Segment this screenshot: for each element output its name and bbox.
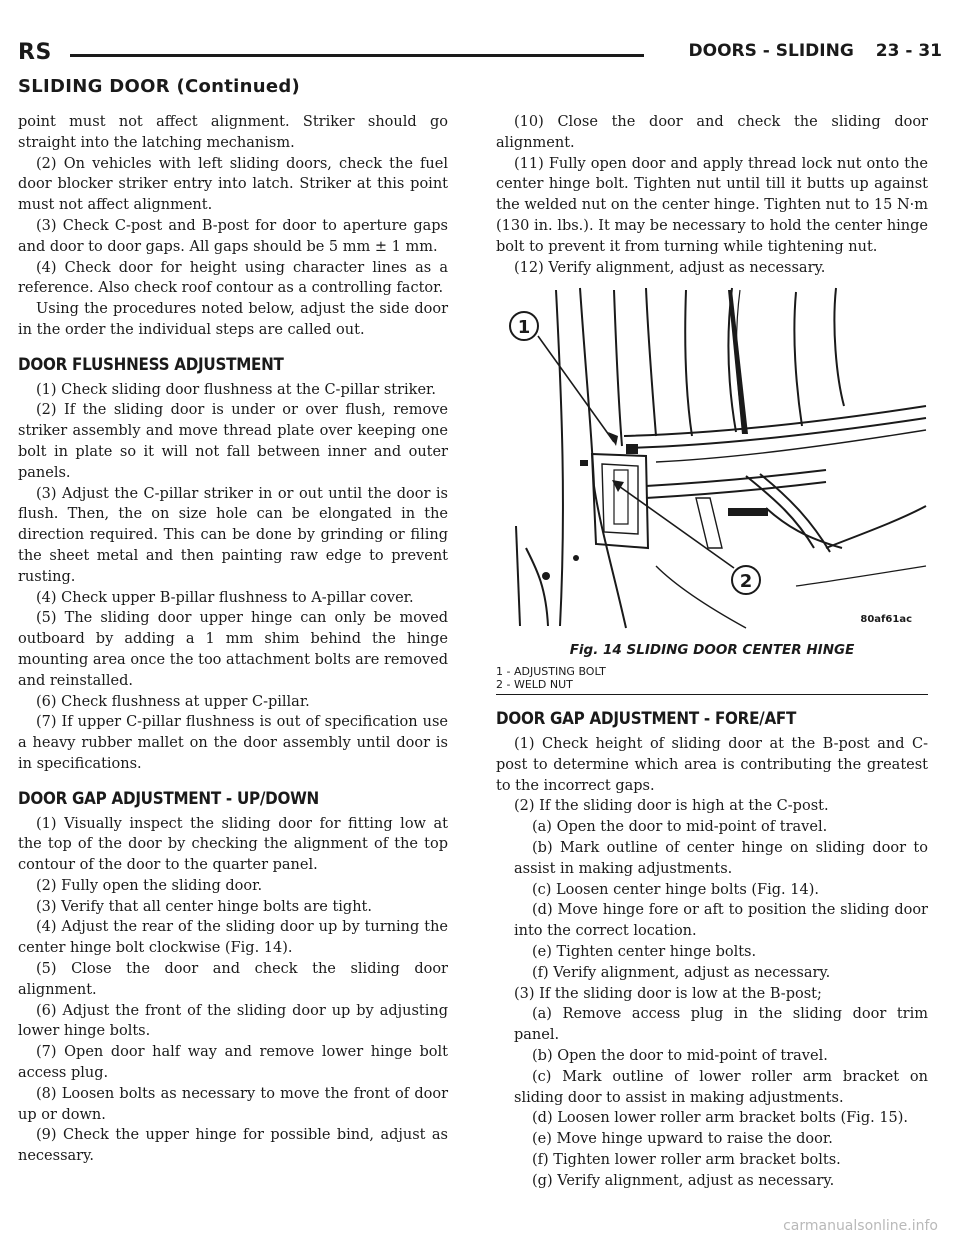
foreaft-steps: [496, 734, 928, 1192]
procedure-step: (10) Close the door and check the sliding door alignment.: [496, 114, 928, 151]
legend-item: 2 - WELD NUT: [496, 678, 573, 692]
procedure-step: (e) Move hinge upward to raise the door.: [532, 1131, 833, 1148]
page-number: 23 - 31: [875, 41, 942, 61]
procedure-step: (c) Loosen center hinge bolts (Fig. 14).: [532, 881, 819, 898]
section-title: DOORS - SLIDING: [688, 41, 854, 61]
figure-caption: Fig. 14 SLIDING DOOR CENTER HINGE: [569, 642, 855, 659]
procedure-step: (a) Open the door to mid-point of travel.: [532, 819, 828, 836]
intro-paragraph: (3) Check C-post and B-post for door to aperture gaps and door to door gaps. All gaps should be 5 mm ± 1 mm.: [18, 217, 448, 255]
procedure-step: (2) If the sliding door is high at the C-post.: [514, 798, 829, 815]
procedure-step: (d) Loosen lower roller arm bracket bolts (Fig. 15).: [532, 1110, 909, 1127]
procedure-step: (1) Check sliding door flushness at the C-pillar striker.: [36, 381, 436, 398]
procedure-step: (5) The sliding door upper hinge can only be moved outboard by adding a 1 mm shim behind the hinge mounting area once the too attachment bolts are removed and reinstalled.: [18, 610, 448, 689]
procedure-step: (b) Open the door to mid-point of travel.: [532, 1047, 828, 1064]
procedure-step: (9) Check the upper hinge for possible bind, adjust as necessary.: [18, 1127, 448, 1165]
procedure-step: (6) Adjust the front of the sliding door up by adjusting lower hinge bolts.: [18, 1002, 448, 1040]
figure-code: 80af61ac: [860, 614, 912, 626]
callout-1-label: 1: [517, 317, 531, 339]
procedure-step: (4) Adjust the rear of the sliding door up by turning the center hinge bolt clockwise (Fig. 14).: [18, 919, 448, 957]
procedure-step: (g) Verify alignment, adjust as necessary.: [532, 1172, 835, 1189]
procedure-step: (7) If upper C-pillar flushness is out of specification use a heavy rubber mallet on the door assembly until door is in specifications.: [18, 714, 448, 772]
watermark: carmanualsonline.info: [783, 1218, 938, 1234]
callout-2: [732, 566, 760, 594]
procedure-step: (6) Check flushness at upper C-pillar.: [36, 693, 310, 710]
procedure-step: (c) Mark outline of lower roller arm bracket on sliding door to assist in making adjustments.: [514, 1068, 928, 1106]
procedure-step: (f) Tighten lower roller arm bracket bolts.: [532, 1151, 841, 1168]
intro-paragraph: point must not affect alignment. Striker should go straight into the latching mechanism.: [18, 114, 448, 151]
section-heading-updown: DOOR GAP ADJUSTMENT - UP/DOWN: [18, 788, 319, 808]
page-header: [18, 40, 942, 70]
procedure-step: (4) Check upper B-pillar flushness to A-pillar cover.: [36, 589, 414, 606]
procedure-step: (3) If the sliding door is low at the B-post;: [514, 985, 822, 1002]
procedure-step: (2) Fully open the sliding door.: [36, 877, 263, 894]
procedure-step: (b) Mark outline of center hinge on sliding door to assist in making adjustments.: [514, 839, 928, 877]
sliding-door-center-hinge-illustration: [496, 286, 928, 638]
intro-paragraph: (2) On vehicles with left sliding doors, check the fuel door blocker striker entry into latch. Striker at this point must not affect alignment.: [18, 155, 448, 214]
procedure-step: (f) Verify alignment, adjust as necessary.: [532, 964, 831, 981]
callout-1: [510, 312, 538, 340]
continued-title: SLIDING DOOR (Continued): [18, 76, 301, 97]
procedure-step: (12) Verify alignment, adjust as necessary.: [514, 259, 826, 276]
left-column: [18, 112, 448, 1167]
legend-item: 1 - ADJUSTING BOLT: [496, 665, 606, 679]
procedure-step: (2) If the sliding door is under or over flush, remove striker assembly and move thread plate over keeping one bolt in plate so it will not fall between inner and outer panels.: [18, 402, 448, 481]
procedure-step: (d) Move hinge fore or aft to position the sliding door into the correct location.: [514, 902, 928, 940]
right-column: [496, 112, 928, 1192]
header-rule: [70, 54, 644, 57]
procedure-step: (5) Close the door and check the sliding door alignment.: [18, 961, 448, 998]
section-title-block: [689, 41, 942, 61]
procedure-step: (11) Fully open door and apply thread lock nut onto the center hinge bolt. Tighten nut until till it butts up against the welded nut on the center hinge. Tighten nut to 15 N·m (130 in. lbs.). It may be necessary to hold the center hinge bolt to prevent it from turning while tightening nut.: [496, 155, 928, 255]
procedure-step: (e) Tighten center hinge bolts.: [532, 943, 757, 960]
procedure-step: (a) Remove access plug in the sliding door trim panel.: [514, 1006, 928, 1044]
procedure-step: (3) Adjust the C-pillar striker in or out until the door is flush. Then, the on size hole can be elongated in the direction required. This can be done by grinding or filing the sheet metal and then painting raw edge to prevent rusting.: [18, 485, 448, 585]
procedure-step: (1) Visually inspect the sliding door for fitting low at the top of the door by checking the alignment of the top contour of the door to the quarter panel.: [18, 815, 448, 874]
intro-paragraph: (4) Check door for height using character lines as a reference. Also check roof contour as a controlling factor.: [18, 259, 448, 297]
section-heading-foreaft: DOOR GAP ADJUSTMENT - FORE/AFT: [496, 709, 797, 729]
figure-legend: [496, 665, 928, 695]
section-heading-flushness: DOOR FLUSHNESS ADJUSTMENT: [18, 354, 284, 374]
procedure-step: (7) Open door half way and remove lower hinge bolt access plug.: [18, 1044, 448, 1082]
procedure-step: (8) Loosen bolts as necessary to move the front of door up or down.: [18, 1085, 448, 1123]
procedure-step: (1) Check height of sliding door at the B-post and C-post to determine which area is contributing the greatest to the incorrect gaps.: [496, 735, 928, 794]
procedure-step: (3) Verify that all center hinge bolts are tight.: [36, 898, 372, 915]
figure-14: [496, 286, 928, 695]
intro-paragraph: Using the procedures noted below, adjust the side door in the order the individual steps are called out.: [18, 301, 448, 338]
callout-2-label: 2: [739, 571, 753, 593]
manual-code: RS: [18, 40, 52, 65]
